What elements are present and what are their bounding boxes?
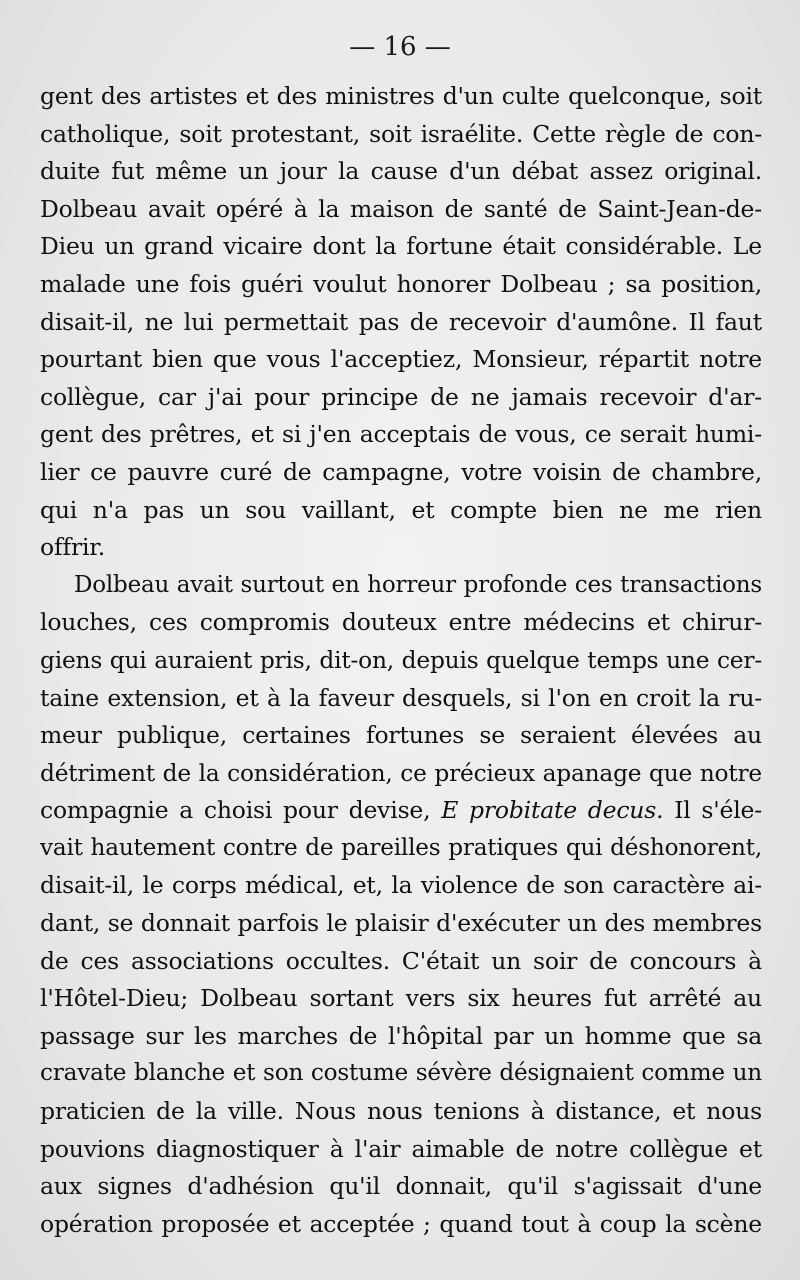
text-line: disait-il, le corps médical, et, la violence de son caractère ai- bbox=[40, 871, 762, 900]
text-line: gent des artistes et des ministres d'un culte quelconque, soit bbox=[40, 82, 762, 110]
text-line: l'Hôtel-Dieu; Dolbeau sortant vers six heures fut arrêté au bbox=[40, 984, 762, 1013]
latin-motto: E probitate decus. bbox=[441, 796, 664, 825]
paragraph-2 bbox=[40, 567, 762, 1244]
motto-line-before: compagnie a choisi pour devise, bbox=[40, 796, 442, 825]
text-line: praticien de la ville. Nous nous tenions à distance, et nous bbox=[40, 1097, 762, 1126]
text-line: de ces associations occultes. C'était un soir de concours à bbox=[40, 946, 762, 975]
text-line: louches, ces compromis douteux entre médecins et chirur- bbox=[40, 608, 762, 637]
text-line: lier ce pauvre curé de campagne, votre voisin de chambre, bbox=[40, 457, 762, 486]
text-line: catholique, soit protestant, soit israélite. Cette règle de con- bbox=[40, 119, 762, 148]
text-line: offrir. bbox=[40, 533, 106, 562]
text-line: vait hautement contre de pareilles pratiques qui déshonorent, bbox=[40, 834, 762, 861]
text-line: passage sur les marches de l'hôpital par un homme que sa bbox=[40, 1021, 762, 1050]
text-line: Dieu un grand vicaire dont la fortune était considérable. Le bbox=[40, 232, 762, 261]
text-line: Dolbeau avait surtout en horreur profonde ces transactions bbox=[74, 571, 762, 598]
text-line: gent des prêtres, et si j'en acceptais de vous, ce serait humi- bbox=[40, 420, 762, 449]
paragraph-1 bbox=[40, 78, 762, 567]
text-line: meur publique, certaines fortunes se seraient élevées au bbox=[40, 721, 762, 750]
text-line: Dolbeau avait opéré à la maison de santé de Saint-Jean-de- bbox=[40, 194, 762, 223]
text-line: aux signes d'adhésion qu'il donnait, qu'il s'agissait d'une bbox=[40, 1172, 762, 1201]
body-text bbox=[40, 78, 762, 1243]
text-line: qui n'a pas un sou vaillant, et compte bien ne me rien bbox=[40, 495, 762, 524]
text-line: giens qui auraient pris, dit-on, depuis quelque temps une cer- bbox=[40, 646, 762, 674]
text-line: pourtant bien que vous l'acceptiez, Monsieur, répartit notre bbox=[40, 345, 762, 374]
motto-line-after: Il s'éle- bbox=[663, 796, 762, 825]
motto-line bbox=[40, 792, 762, 830]
text-line: cravate blanche et son costume sévère désignaient comme un bbox=[40, 1060, 762, 1087]
text-line: détriment de la considération, ce précieux apanage que notre bbox=[40, 759, 762, 787]
text-line: pouvions diagnostiquer à l'air aimable de notre collègue et bbox=[40, 1134, 762, 1163]
text-line: taine extension, et à la faveur desquels, si l'on en croit la ru- bbox=[40, 683, 762, 712]
text-line: collègue, car j'ai pour principe de ne jamais recevoir d'ar- bbox=[40, 382, 762, 411]
page-number: — 16 — bbox=[349, 32, 451, 62]
text-line: dant, se donnait parfois le plaisir d'exécuter un des membres bbox=[40, 909, 762, 938]
text-line: disait-il, ne lui permettait pas de recevoir d'aumône. Il faut bbox=[40, 307, 762, 336]
text-line: duite fut même un jour la cause d'un débat assez original. bbox=[40, 157, 762, 186]
text-line: malade une fois guéri voulut honorer Dolbeau ; sa position, bbox=[40, 269, 762, 298]
text-line: opération proposée et acceptée ; quand tout à coup la scène bbox=[40, 1209, 762, 1238]
